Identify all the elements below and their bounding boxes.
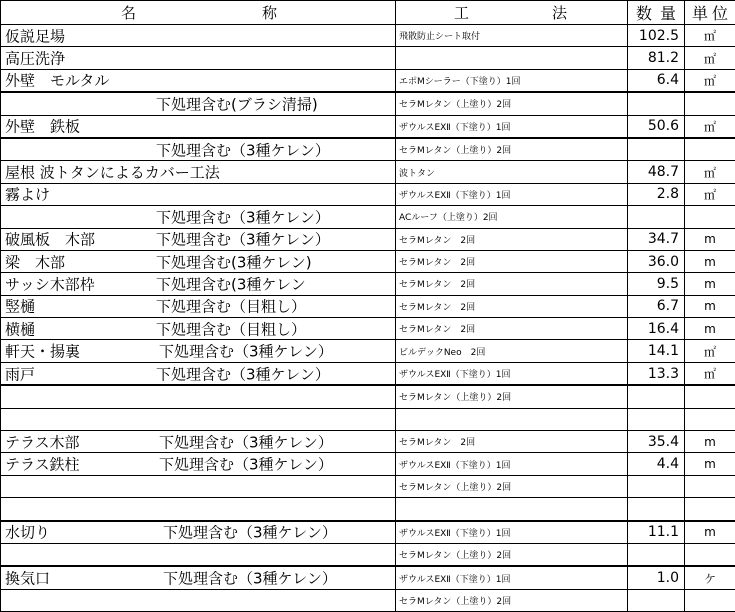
item-unit: m — [685, 295, 735, 317]
item-name: 高圧洗浄 — [5, 48, 65, 69]
item-name-cell — [1, 69, 396, 92]
item-name: 軒天・揚裏 — [5, 341, 80, 362]
item-name-cell — [1, 295, 396, 317]
item-unit — [685, 543, 735, 566]
item-unit — [685, 408, 735, 430]
item-name-cell — [1, 273, 396, 295]
item-quantity: 16.4 — [628, 318, 685, 340]
item-name-cell — [1, 543, 396, 566]
item-unit: m — [685, 318, 735, 340]
item-name: 竪樋 — [5, 296, 35, 317]
item-name: 換気口 — [5, 568, 50, 589]
item-name-cell — [1, 250, 396, 272]
header-unit — [685, 1, 735, 25]
item-quantity: 6.7 — [628, 295, 685, 317]
item-quantity: 102.5 — [628, 25, 685, 47]
item-quantity: 11.1 — [628, 521, 685, 544]
item-quantity — [628, 385, 685, 408]
table-row — [1, 273, 735, 295]
item-unit: m — [685, 431, 735, 453]
item-name-cell — [1, 228, 396, 250]
item-name: 雨戸 — [5, 363, 35, 384]
item-method: セラMレタン 2回 — [396, 228, 628, 250]
item-quantity: 35.4 — [628, 431, 685, 453]
item-unit: ㎡ — [685, 362, 735, 385]
item-unit: ケ — [685, 566, 735, 589]
header-unit-char-2: 位 — [712, 1, 728, 24]
table-row — [1, 206, 735, 228]
table-row — [1, 340, 735, 362]
item-quantity — [628, 589, 685, 611]
table-row — [1, 69, 735, 92]
item-quantity: 9.5 — [628, 273, 685, 295]
item-unit: ㎡ — [685, 161, 735, 183]
item-quantity: 50.6 — [628, 115, 685, 138]
item-quantity — [628, 138, 685, 161]
item-method: ザウルスEXⅡ（下塗り）1回 — [396, 115, 628, 138]
item-quantity — [628, 206, 685, 228]
table-row — [1, 362, 735, 385]
item-method: ザウルスEXⅡ（下塗り）1回 — [396, 362, 628, 385]
header-name-char-2: 称 — [262, 2, 277, 23]
item-method: 波トタン — [396, 161, 628, 183]
item-quantity — [628, 475, 685, 497]
item-name-cell — [1, 431, 396, 453]
item-prep-note: 下処理含む（目粗し） — [156, 318, 306, 339]
item-method: ザウルスEXⅡ（下塗り）1回 — [396, 453, 628, 475]
item-name-cell — [1, 362, 396, 385]
item-method: セラMレタン 2回 — [396, 250, 628, 272]
table-row — [1, 250, 735, 272]
item-name: 横樋 — [5, 318, 35, 339]
table-row — [1, 543, 735, 566]
item-method: セラMレタン（上塗り）2回 — [396, 92, 628, 115]
item-name: テラス鉄柱 — [5, 454, 80, 475]
item-method: セラMレタン（上塗り）2回 — [396, 543, 628, 566]
item-quantity — [628, 498, 685, 521]
item-method: ビルデックNeo 2回 — [396, 340, 628, 362]
item-name-cell — [1, 385, 396, 408]
header-name-char-1: 名 — [121, 2, 136, 23]
table-row — [1, 385, 735, 408]
item-quantity — [628, 543, 685, 566]
item-unit: m — [685, 521, 735, 544]
item-prep-note: 下処理含む（3種ケレン） — [163, 568, 337, 589]
table-row — [1, 161, 735, 183]
item-method: セラMレタン 2回 — [396, 273, 628, 295]
item-method: セラMレタン（上塗り）2回 — [396, 589, 628, 611]
item-method: セラMレタン（上塗り）2回 — [396, 138, 628, 161]
item-quantity — [628, 408, 685, 430]
item-prep-note: 下処理含む（3種ケレン） — [163, 522, 337, 543]
item-name-cell — [1, 47, 396, 69]
item-unit: m — [685, 228, 735, 250]
item-quantity: 2.8 — [628, 183, 685, 205]
table-row — [1, 295, 735, 317]
header-qty-char-1: 数 — [636, 1, 652, 24]
item-name-cell — [1, 206, 396, 228]
item-quantity: 81.2 — [628, 47, 685, 69]
item-prep-note: 下処理含む（3種ケレン） — [156, 363, 330, 384]
item-quantity: 36.0 — [628, 250, 685, 272]
item-unit — [685, 385, 735, 408]
item-name-cell — [1, 25, 396, 47]
item-name-cell — [1, 161, 396, 183]
item-name-cell — [1, 183, 396, 205]
item-name: サッシ木部枠 — [5, 273, 95, 294]
item-method: エポMシーラー（下塗り）1回 — [396, 69, 628, 92]
item-name-cell — [1, 340, 396, 362]
item-name-cell — [1, 521, 396, 544]
table-row — [1, 318, 735, 340]
table-row — [1, 47, 735, 69]
item-unit: ㎡ — [685, 47, 735, 69]
header-method — [396, 1, 628, 25]
table-row — [1, 453, 735, 475]
item-name: 屋根 波トタンによるカバー工法 — [5, 162, 220, 183]
item-name: テラス木部 — [5, 431, 80, 452]
item-name: 霧よけ — [5, 184, 50, 205]
item-prep-note: 下処理含む（3種ケレン） — [156, 229, 330, 250]
header-qty — [628, 1, 685, 25]
item-method: ザウルスEXⅡ（下塗り）1回 — [396, 183, 628, 205]
item-unit — [685, 498, 735, 521]
item-prep-note: 下処理含む(3種ケレン) — [156, 251, 312, 272]
header-method-char-2: 法 — [552, 2, 567, 23]
item-quantity: 34.7 — [628, 228, 685, 250]
table-row — [1, 566, 735, 589]
header-unit-char-1: 単 — [692, 1, 708, 24]
table-row — [1, 183, 735, 205]
item-method — [396, 498, 628, 521]
table-header — [1, 1, 735, 25]
item-unit — [685, 475, 735, 497]
item-unit: ㎡ — [685, 69, 735, 92]
item-unit: m — [685, 250, 735, 272]
item-quantity: 4.4 — [628, 453, 685, 475]
table-body — [1, 25, 735, 612]
table-row — [1, 498, 735, 521]
item-prep-note: 下処理含む（3種ケレン） — [156, 139, 330, 160]
item-name: 外壁 モルタル — [5, 70, 109, 91]
item-method: 飛散防止シート取付 — [396, 25, 628, 47]
item-prep-note: 下処理含む（3種ケレン） — [159, 454, 333, 475]
item-name-cell — [1, 318, 396, 340]
header-method-char-1: 工 — [454, 2, 469, 23]
table-row — [1, 475, 735, 497]
item-quantity: 48.7 — [628, 161, 685, 183]
item-method — [396, 47, 628, 69]
item-unit: m — [685, 273, 735, 295]
table-row — [1, 115, 735, 138]
item-name-cell — [1, 408, 396, 430]
table-row — [1, 138, 735, 161]
item-name: 水切り — [5, 522, 50, 543]
item-unit: ㎡ — [685, 115, 735, 138]
item-name-cell — [1, 92, 396, 115]
item-unit: ㎡ — [685, 25, 735, 47]
item-unit — [685, 92, 735, 115]
item-method: セラMレタン（上塗り）2回 — [396, 475, 628, 497]
table-row — [1, 92, 735, 115]
item-prep-note: 下処理含む(ブラシ清掃) — [156, 93, 318, 114]
table-row — [1, 589, 735, 611]
item-name-cell — [1, 138, 396, 161]
item-method: セラMレタン（上塗り）2回 — [396, 385, 628, 408]
item-unit: ㎡ — [685, 340, 735, 362]
item-method: ザウルスEXⅡ（下塗り）1回 — [396, 521, 628, 544]
item-prep-note: 下処理含む（3種ケレン） — [159, 431, 333, 452]
item-method: ザウルスEXⅡ（下塗り）1回 — [396, 566, 628, 589]
item-name-cell — [1, 589, 396, 611]
item-quantity — [628, 92, 685, 115]
header-name — [1, 1, 396, 25]
item-name-cell — [1, 453, 396, 475]
table-row — [1, 521, 735, 544]
item-name: 仮説足場 — [5, 25, 65, 46]
item-unit: ㎡ — [685, 183, 735, 205]
item-name-cell — [1, 498, 396, 521]
item-prep-note: 下処理含む（3種ケレン） — [156, 206, 330, 227]
item-name-cell — [1, 566, 396, 589]
table-row — [1, 228, 735, 250]
item-unit: m — [685, 453, 735, 475]
item-name-cell — [1, 115, 396, 138]
table-row — [1, 408, 735, 430]
item-method: ACルーフ（上塗り）2回 — [396, 206, 628, 228]
item-unit — [685, 589, 735, 611]
item-unit — [685, 138, 735, 161]
item-name-cell — [1, 475, 396, 497]
item-method — [396, 408, 628, 430]
item-name: 外壁 鉄板 — [5, 116, 80, 137]
item-method: セラMレタン 2回 — [396, 318, 628, 340]
item-method: セラMレタン 2回 — [396, 295, 628, 317]
item-method: セラMレタン 2回 — [396, 431, 628, 453]
item-quantity: 13.3 — [628, 362, 685, 385]
header-qty-char-2: 量 — [660, 1, 676, 24]
table-row — [1, 25, 735, 47]
item-quantity: 6.4 — [628, 69, 685, 92]
item-prep-note: 下処理含む（3種ケレン） — [159, 341, 333, 362]
item-prep-note: 下処理含む（目粗し） — [156, 296, 306, 317]
table-row — [1, 431, 735, 453]
item-quantity: 14.1 — [628, 340, 685, 362]
item-name: 破風板 木部 — [5, 229, 95, 250]
item-unit — [685, 206, 735, 228]
item-prep-note: 下処理含む(3種ケレン — [156, 273, 306, 294]
item-quantity: 1.0 — [628, 566, 685, 589]
item-name: 梁 木部 — [5, 251, 65, 272]
